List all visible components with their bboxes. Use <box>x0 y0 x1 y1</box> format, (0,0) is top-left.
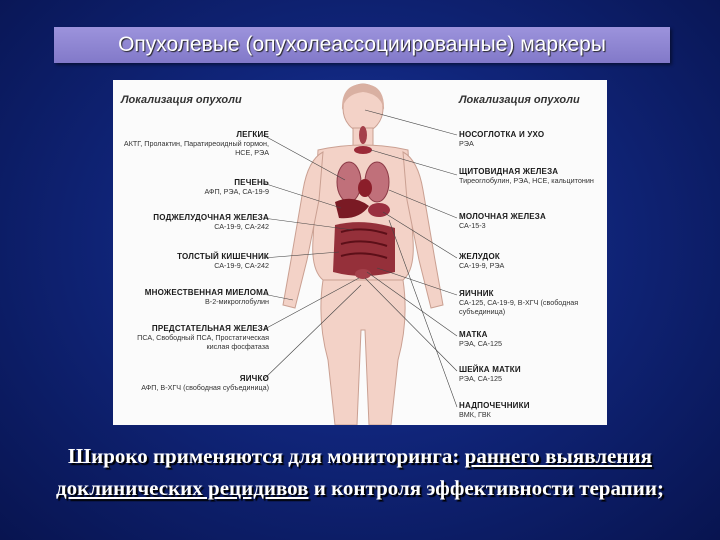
marker-list: СА-125, СА-19-9, В-ХГЧ (свободная субъединица) <box>459 298 579 316</box>
organ-name: ПОДЖЕЛУДОЧНАЯ ЖЕЛЕЗА <box>153 213 269 222</box>
left-lung <box>337 162 361 202</box>
marker-list: АКТГ, Пролактин, Паратиреоидный гормон, НСЕ, РЭА <box>123 139 269 157</box>
heart <box>358 179 372 197</box>
title-bar <box>54 27 670 63</box>
organ-name: ШЕЙКА МАТКИ <box>459 365 521 374</box>
label-liver <box>121 178 269 196</box>
organ-name: ЖЕЛУДОК <box>459 252 500 261</box>
organ-name: МНОЖЕСТВЕННАЯ МИЕЛОМА <box>144 288 269 297</box>
trachea <box>359 126 367 144</box>
slide-title: Опухолевые (опухолеассоциированные) маркеры <box>118 33 606 56</box>
label-cervix <box>459 365 603 383</box>
marker-list: РЭА <box>459 139 474 148</box>
marker-list: ВМК, ГВК <box>459 410 491 419</box>
caption-part2: и контроля эффективности терапии; <box>308 476 664 500</box>
bladder <box>355 269 371 279</box>
thyroid <box>354 146 372 154</box>
label-adrenal <box>459 401 603 419</box>
label-stomach <box>459 252 603 270</box>
label-ovary <box>459 289 603 316</box>
marker-list: СА-19-9, СА-242 <box>214 222 269 231</box>
caption-text <box>20 440 700 504</box>
marker-list: АФП, В-ХГЧ (свободная субъединица) <box>141 383 269 392</box>
marker-list: РЭА, СА-125 <box>459 339 502 348</box>
marker-list: В-2-микроглобулин <box>205 297 269 306</box>
marker-list: СА-19-9, РЭА <box>459 261 505 270</box>
right-header: Локализация опухоли <box>459 94 580 106</box>
marker-list: СА-15-3 <box>459 221 486 230</box>
label-lungs <box>121 130 269 157</box>
marker-list: СА-19-9, СА-242 <box>214 261 269 270</box>
label-thyroid <box>459 167 603 185</box>
label-myeloma <box>121 288 269 306</box>
organ-name: ПЕЧЕНЬ <box>234 178 269 187</box>
label-uterus <box>459 330 603 348</box>
label-breast <box>459 212 603 230</box>
label-nasopharynx <box>459 130 603 148</box>
organ-name: ПРЕДСТАТЕЛЬНАЯ ЖЕЛЕЗА <box>151 324 269 333</box>
marker-list: РЭА, СА-125 <box>459 374 502 383</box>
organ-name: ЛЕГКИЕ <box>236 130 269 139</box>
marker-list: Тиреоглобулин, РЭА, НСЕ, кальцитонин <box>459 176 594 185</box>
marker-list: АФП, РЭА, СА-19-9 <box>204 187 269 196</box>
stomach <box>368 203 390 217</box>
label-prostate <box>121 324 269 351</box>
organ-name: МАТКА <box>459 330 488 339</box>
organ-name: МОЛОЧНАЯ ЖЕЛЕЗА <box>459 212 546 221</box>
left-header: Локализация опухоли <box>121 94 242 106</box>
label-colon <box>121 252 269 270</box>
label-pancreas <box>121 213 269 231</box>
organ-name: ЩИТОВИДНАЯ ЖЕЛЕЗА <box>459 167 559 176</box>
organ-name: НОСОГЛОТКА И УХО <box>459 130 545 139</box>
organ-name: ТОЛСТЫЙ КИШЕЧНИК <box>177 252 269 261</box>
organ-name: НАДПОЧЕЧНИКИ <box>459 401 530 410</box>
marker-list: ПСА, Свободный ПСА, Простатическая кислая фосфатаза <box>137 333 269 351</box>
organ-name: ЯИЧКО <box>239 374 269 383</box>
caption-part1: Широко применяются для мониторинга: <box>68 444 465 468</box>
organ-name: ЯИЧНИК <box>459 289 494 298</box>
label-testis <box>121 374 269 392</box>
caption-link-early-detection[interactable]: раннего выявления доклинических рецидивов <box>56 444 652 500</box>
anatomy-diagram <box>113 80 607 425</box>
legs <box>321 280 405 425</box>
